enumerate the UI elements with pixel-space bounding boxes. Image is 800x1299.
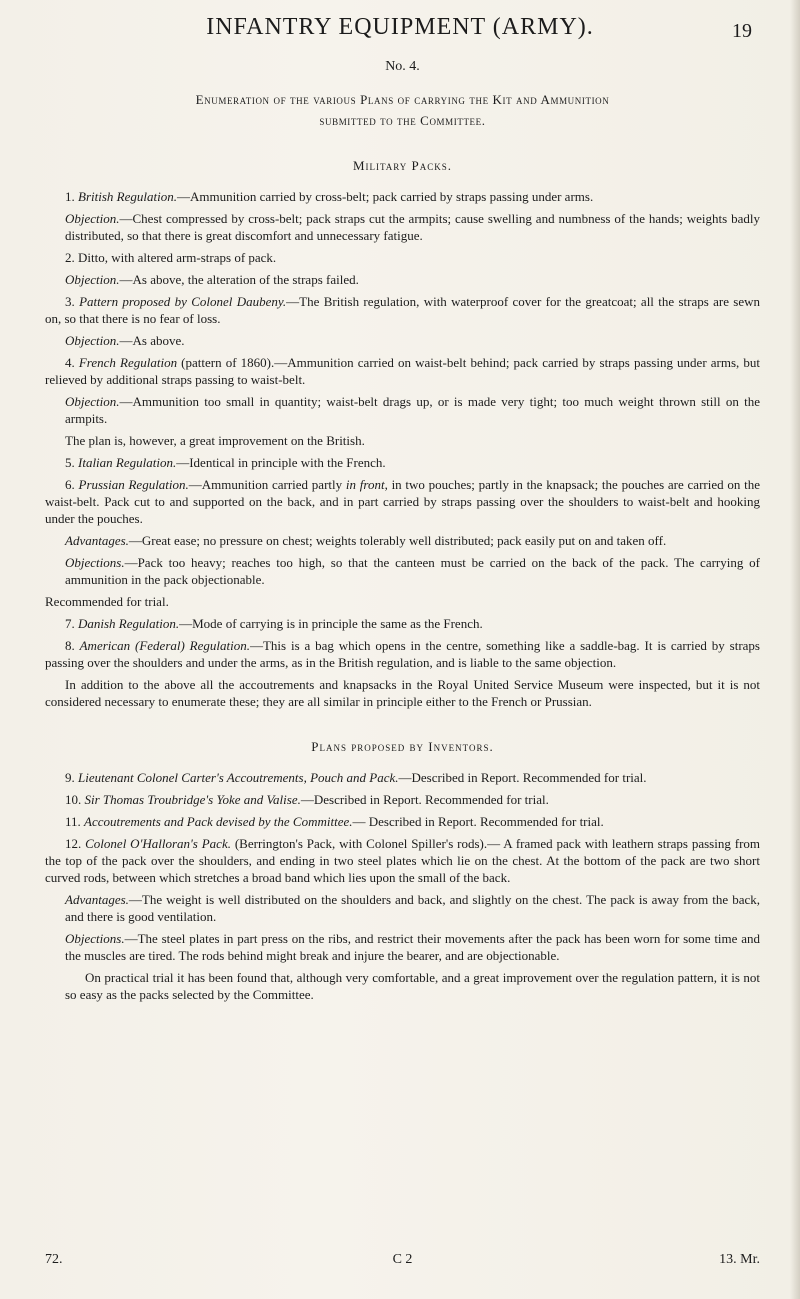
section-heading-inventors: Plans proposed by Inventors. xyxy=(311,739,494,754)
item-text: —The British regulation, with waterproof cover for the greatcoat; all the straps are sewn on, so that there is no fear of loss. xyxy=(45,294,761,326)
item-text: (pattern of 1860).—Ammunition carried on waist-belt behind; pack carried by straps passing under arms, but relieved by additional straps passing to waist-belt. xyxy=(45,355,760,387)
item-text: —Ammunition carried partly xyxy=(188,477,346,492)
item-title: Prussian Regulation. xyxy=(78,477,189,492)
item-text: —Ammunition carried by cross-belt; pack carried by straps passing under arms. xyxy=(176,189,594,204)
page-number: 19 xyxy=(732,20,752,42)
item-text: (Berrington's Pack, with Colonel Spiller's rods).— A framed pack with leathern straps passing from the top of the pack over the shoulders, and ending in two steel plates which lie on the chest. At the bottom of the pack are two short curved rods, between which stretches a broad band which lies upon the small of the back. xyxy=(45,836,761,885)
item-1 xyxy=(45,188,760,205)
item-number: 7. xyxy=(65,616,75,631)
item-text-continued: , in two pouches; partly in the knapsack; the pouches are carried on the waist-belt. Pack cut to and supported on the back, and in part carried by straps passing over the shoulders to waist-belt and hooking under the pouches. xyxy=(45,477,760,526)
objection-text: —Chest compressed by cross-belt; pack straps cut the armpits; cause swelling and numbness of the hands; weights badly distributed, so that there is great discomfort and unnecessary fatigue. xyxy=(65,211,760,243)
item-number: 8. xyxy=(65,638,75,653)
item-8-note: In addition to the above all the accoutrements and knapsacks in the Royal United Service Museum were inspected, but it is not considered necessary to enumerate these; they are all similar in principle either to the French or Prussian. xyxy=(45,677,760,709)
item-12 xyxy=(45,835,760,886)
item-2-objection xyxy=(65,271,760,288)
item-10 xyxy=(45,791,760,808)
item-5 xyxy=(45,454,760,471)
objection-text: —Ammunition too small in quantity; waist-belt drags up, or is made very tight; too much weight thrown still on the armpits. xyxy=(65,394,760,426)
objection-label: Objection. xyxy=(65,333,120,348)
section-heading-military-packs: Military Packs. xyxy=(352,158,453,173)
item-12-objections xyxy=(65,930,760,964)
item-title: Colonel O'Halloran's Pack. xyxy=(85,836,231,851)
advantages-label: Advantages. xyxy=(65,533,129,548)
item-1-objection xyxy=(65,210,760,244)
item-title: American ( xyxy=(79,638,140,653)
item-title: French Regulation xyxy=(78,355,178,370)
item-6 xyxy=(45,476,760,527)
item-emphasis: in front xyxy=(345,477,385,492)
objections-text: —Pack too heavy; reaches too high, so that the canteen must be carried on the back of the pack. The carrying of ammunition in the pack objectionable. xyxy=(65,555,760,587)
document-title-line1: Enumeration of the various Plans of carrying the Kit and Ammunition xyxy=(195,92,610,107)
item-7 xyxy=(45,615,760,632)
item-3-objection xyxy=(65,332,760,349)
advantages-text: —The weight is well distributed on the shoulders and back, and slightly on the chest. The pack is away from the back, and there is good ventilation. xyxy=(65,892,760,924)
item-title-federal: Federal xyxy=(139,638,181,653)
item-2: 2. Ditto, with altered arm-straps of pack. xyxy=(65,250,277,265)
item-number: 10. xyxy=(65,792,82,807)
item-6-recommendation: Recommended for trial. xyxy=(45,594,169,609)
item-title: Pattern proposed by Colonel Daubeny. xyxy=(79,294,287,309)
item-text: —Identical in principle with the French. xyxy=(176,455,386,470)
item-4-objection xyxy=(65,393,760,427)
item-title: Danish Regulation. xyxy=(78,616,180,631)
objection-label: Objection. xyxy=(65,211,120,226)
item-number: 12. xyxy=(65,836,82,851)
document-number: No. 4. xyxy=(385,59,420,74)
item-text: —Described in Report. Recommended for trial. xyxy=(300,792,549,807)
objection-label: Objection. xyxy=(65,394,120,409)
item-12-advantages xyxy=(65,891,760,925)
item-number: 4. xyxy=(65,355,75,370)
item-11 xyxy=(45,813,760,830)
item-title: Italian Regulation. xyxy=(78,455,177,470)
item-4-note: The plan is, however, a great improvement on the British. xyxy=(65,433,365,448)
advantages-text: —Great ease; no pressure on chest; weights tolerably well distributed; pack easily put on and taken off. xyxy=(128,533,667,548)
item-text: — Described in Report. Recommended for trial. xyxy=(352,814,604,829)
item-text: —Described in Report. Recommended for trial. xyxy=(398,770,647,785)
objections-text: —The steel plates in part press on the ribs, and restrict their movements after the pack has been worn for some time and the muscles are tired. The rods behind might break and injure the bearer, and are objectionable. xyxy=(65,931,760,963)
item-text: —Mode of carrying is in principle the same as the French. xyxy=(179,616,483,631)
item-8 xyxy=(45,637,760,671)
objections-label: Objections. xyxy=(65,555,125,570)
document-title-line2: submitted to the Committee. xyxy=(319,113,486,128)
item-12-note: On practical trial it has been found that, although very comfortable, and a great improvement over the regulation pattern, it is not so easy as the packs selected by the Committee. xyxy=(65,970,760,1002)
catchword xyxy=(719,1252,760,1268)
objection-label: Objection. xyxy=(65,272,120,287)
objections-label: Objections. xyxy=(65,931,125,946)
item-title-end: ) Regulation. xyxy=(180,638,250,653)
item-number: 9. xyxy=(65,770,75,785)
item-4 xyxy=(45,354,760,388)
item-number: 1. xyxy=(65,189,75,204)
page-footer xyxy=(45,1252,760,1270)
signature-mark: C 2 xyxy=(392,1252,413,1267)
item-title: Accoutrements and Pack devised by the Committee. xyxy=(84,814,353,829)
objection-text: —As above. xyxy=(119,333,185,348)
item-number: 5. xyxy=(65,455,75,470)
document-body xyxy=(45,58,760,1008)
item-number: 6. xyxy=(65,477,75,492)
advantages-label: Advantages. xyxy=(65,892,129,907)
item-title: Lieutenant Colonel Carter's Accoutrements, Pouch and Pack. xyxy=(78,770,399,785)
item-9 xyxy=(45,769,760,786)
objection-text: —As above, the alteration of the straps failed. xyxy=(119,272,359,287)
footer-left-number: 72. xyxy=(45,1252,63,1267)
running-head: INFANTRY EQUIPMENT (ARMY). xyxy=(206,14,594,40)
item-number: 11. xyxy=(65,814,81,829)
item-6-advantages xyxy=(65,532,760,549)
item-6-objections xyxy=(65,554,760,588)
item-title: Sir Thomas Troubridge's Yoke and Valise. xyxy=(84,792,301,807)
catchword-text: 13. Mr. xyxy=(719,1252,760,1267)
item-text: —This is a bag which opens in the centre, something like a saddle-bag. It is carried by straps passing over the shoulders and under the arms, as in the British regulation, and is liable to the same objection. xyxy=(45,638,760,670)
item-number: 3. xyxy=(65,294,75,309)
page-edge-shadow xyxy=(790,0,800,1299)
item-3 xyxy=(45,293,760,327)
item-title: British Regulation. xyxy=(78,189,177,204)
